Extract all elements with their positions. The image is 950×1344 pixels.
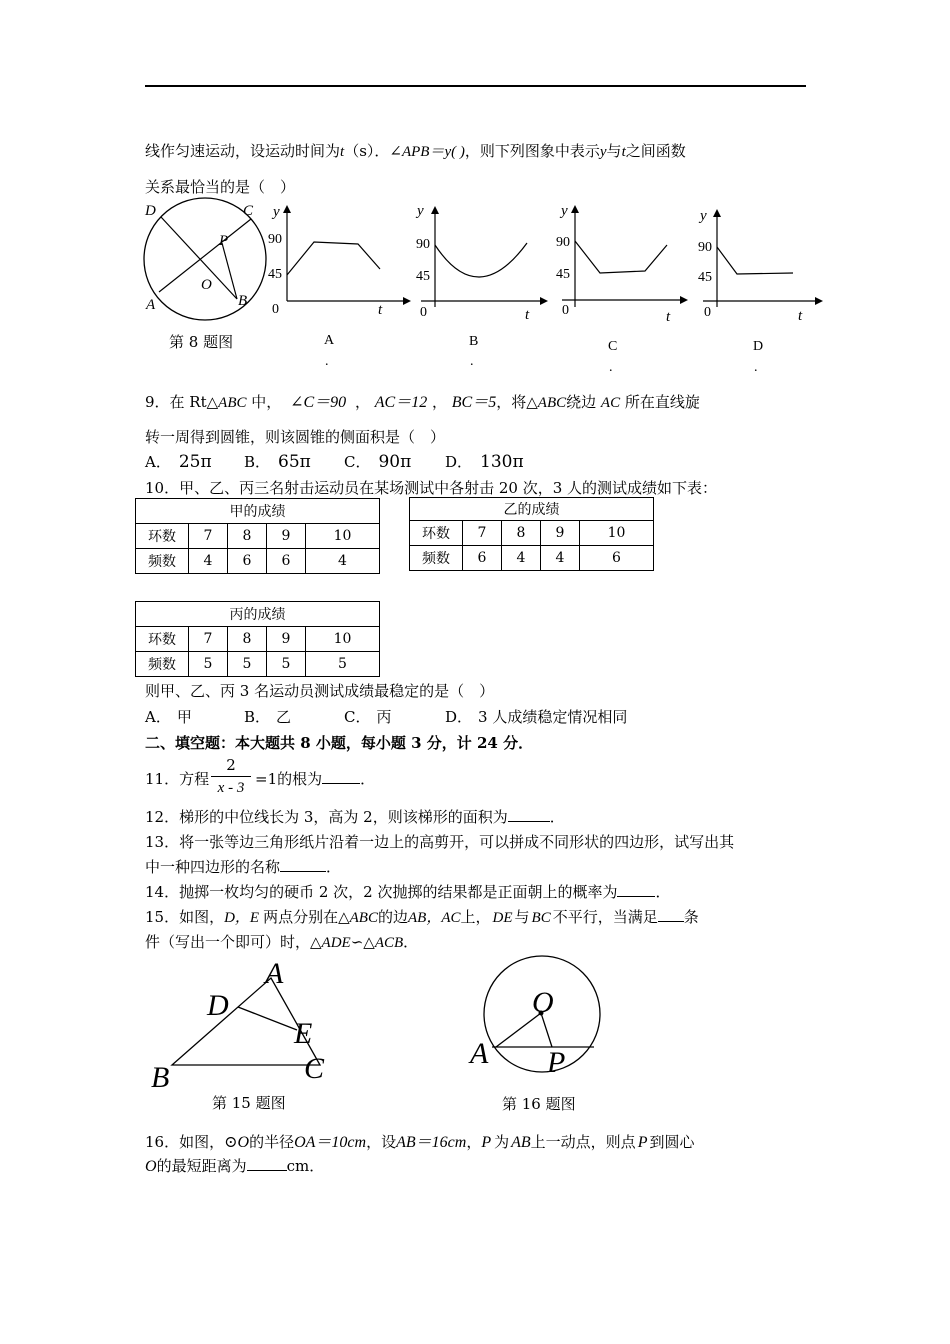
q9-line1: 9．在 Rt△ABC 中， ∠C＝90 ， AC＝12 ， BC＝5，将△ABC绕边 AC 所在直线旋 [145, 393, 700, 411]
graph-c-t-label: t [666, 309, 671, 325]
label-b: B [238, 293, 248, 309]
fig15-caption: 第 15 题图 [212, 1094, 286, 1112]
q9-option-b: B． 65π [244, 452, 311, 472]
fig16-label-p: P [547, 1046, 566, 1079]
q9-abc2: ABC [537, 395, 567, 411]
graph-a-45: 45 [268, 267, 282, 282]
table-yi-title: 乙的成绩 [410, 498, 654, 521]
q9-text-a: 9．在 Rt△ [145, 393, 219, 411]
fig16-label-a: A [470, 1037, 489, 1070]
fig16-caption: 第 16 题图 [502, 1095, 576, 1113]
graph-d-45: 45 [698, 270, 712, 285]
q11-post: =1的根为 ． [255, 770, 376, 788]
table-yi: 乙的成绩 环数 7 8 9 10 频数 6 4 4 6 [409, 497, 654, 571]
graph-c-dot: . [609, 360, 613, 375]
graph-d [698, 208, 823, 375]
fig15-label-a: A [265, 957, 284, 990]
graph-c-y-label: y [561, 203, 568, 219]
q16-line2: O的最短距离为 cm． [145, 1157, 325, 1175]
graph-a-t-label: t [378, 302, 383, 318]
table-bing: 丙的成绩 环数 7 8 9 10 频数 5 5 5 5 [135, 601, 380, 677]
graph-b-zero: 0 [420, 305, 427, 320]
q9-text-b: ，将△ [496, 393, 538, 411]
graph-c [556, 203, 688, 375]
q14: 14．抛掷一枚均匀的硬币 2 次，2 次抛掷的结果都是正面朝上的概率为 ． [145, 883, 671, 901]
q8-caption: 第 8 题图 [169, 333, 234, 351]
fig15 [145, 955, 345, 1090]
q10-option-d: D． 3 人成绩稳定情况相同 [445, 708, 628, 726]
q9-angle: ∠C＝90 [290, 394, 347, 411]
graph-c-45: 45 [556, 267, 570, 282]
q9-option-d: D． 130π [445, 452, 524, 472]
q8-circle-figure [144, 198, 266, 320]
q11-numerator: 2 [226, 756, 236, 774]
q9-ac: AC＝12 [374, 394, 428, 411]
q8-text-a: 线作匀速运动，设运动时间为 [145, 142, 341, 160]
graph-b-dot: . [470, 354, 474, 369]
graph-a-y-label: y [273, 204, 280, 220]
q8-unit: （s）． [344, 142, 390, 160]
graph-b-option: B [469, 334, 479, 349]
graph-a-option: A [324, 333, 335, 348]
graph-d-t-label: t [798, 308, 803, 324]
section2-heading: 二、填空题：本大题共 8 小题，每小题 3 分，计 24 分． [145, 734, 534, 752]
label-c: C [243, 203, 254, 219]
q9-zhong: 中， [246, 393, 282, 411]
graph-b-45: 45 [416, 269, 430, 284]
fig15-label-d: D [207, 989, 229, 1022]
label-d: D [145, 203, 156, 219]
graph-d-option: D [753, 339, 764, 354]
q9-text-d: 所在直线旋 [624, 393, 700, 411]
label-a: A [146, 297, 156, 313]
segment-de [238, 1007, 297, 1030]
fig16-label-o: O [532, 986, 554, 1019]
graph-c-90: 90 [556, 235, 570, 250]
graph-b-t-label: t [525, 307, 530, 323]
q15-line2: 件（写出一个即可）时，△ADE∽△ACB． [145, 933, 419, 951]
graph-d-y-label: y [700, 208, 707, 224]
q10-option-b: B． 乙 [244, 708, 292, 726]
table-jia: 甲的成绩 环数 7 8 9 10 频数 4 6 6 4 [135, 498, 380, 574]
fig15-label-c: C [304, 1052, 325, 1085]
q12: 12．梯形的中位线长为 3，高为 2，则该梯形的面积为 ． [145, 808, 565, 826]
var-y: y [599, 144, 607, 160]
graph-d-90: 90 [698, 240, 712, 255]
graph-d-dot: . [754, 360, 758, 375]
table-jia-title: 甲的成绩 [136, 499, 380, 524]
graph-a [268, 204, 411, 369]
q15-line1: 15．如图，D，E 两点分别在△ABC的边AB，AC上， DE 与 BC 不平行，当满足 条 [145, 908, 699, 926]
label-p: P [219, 233, 229, 249]
var-t: t [340, 144, 345, 160]
q13-line2: 中一种四边形的名称 ． [145, 858, 342, 876]
q16-line1: 16．如图，⊙O的半径OA＝10cm，设AB＝16cm，P 为 AB上一动点，则点 P 到圆心 [145, 1133, 695, 1151]
q8-text-c: 之间函数 [625, 142, 686, 160]
graph-c-zero: 0 [562, 303, 569, 318]
q9-option-a: A． 25π [145, 452, 212, 472]
q8-apb: ∠APB＝y( ) [389, 144, 465, 160]
fig15-label-e: E [294, 1017, 313, 1050]
q9-text-c: 绕边 [566, 393, 597, 411]
header-rule [145, 85, 806, 87]
q10-text: 10．甲、乙、丙三名射击运动员在某场测试中各射击 20 次，3 人的测试成绩如下表： [145, 479, 718, 497]
q8-text-b: ，则下列图象中表示 [464, 142, 600, 160]
q9-option-c: C． 90π [344, 452, 412, 472]
q9-abc: ABC [218, 395, 247, 411]
fig15-label-b: B [151, 1061, 170, 1090]
q11-pre: 11．方程 [145, 770, 210, 788]
graph-a-dot: . [325, 354, 329, 369]
q9-line2: 转一周得到圆锥，则该圆锥的侧面积是（ ） [145, 428, 446, 446]
graph-c-option: C [608, 339, 618, 354]
q11-fraction [211, 756, 251, 797]
table-bing-title: 丙的成绩 [136, 602, 380, 627]
graph-d-zero: 0 [704, 305, 711, 320]
graph-b-90: 90 [416, 237, 430, 252]
q8-and: 与 [606, 142, 622, 160]
var-t2: t [621, 144, 626, 160]
graph-a-90: 90 [268, 232, 282, 247]
graph-b [415, 203, 548, 369]
q10-option-a: A． 甲 [145, 708, 192, 726]
q10-question: 则甲、乙、丙 3 名运动员测试成绩最稳定的是（ ） [145, 682, 495, 700]
graph-a-zero: 0 [272, 302, 279, 317]
fig16 [465, 955, 615, 1085]
q9-ac-word: AC [600, 395, 621, 411]
label-o: O [201, 277, 212, 293]
q8-line1 [145, 140, 686, 161]
graph-b-y-label: y [417, 203, 424, 219]
q9-bc: BC＝5 [451, 394, 497, 411]
q11-denominator: x - 3 [217, 780, 245, 796]
q13-line1: 13．将一张等边三角形纸片沿着一边上的高剪开，可以拼成不同形状的四边形，试写出其 [145, 833, 735, 851]
q8-line2: 关系最恰当的是（ ） [145, 178, 296, 196]
q10-option-c: C． 丙 [344, 708, 392, 726]
q8-figures [135, 195, 835, 380]
